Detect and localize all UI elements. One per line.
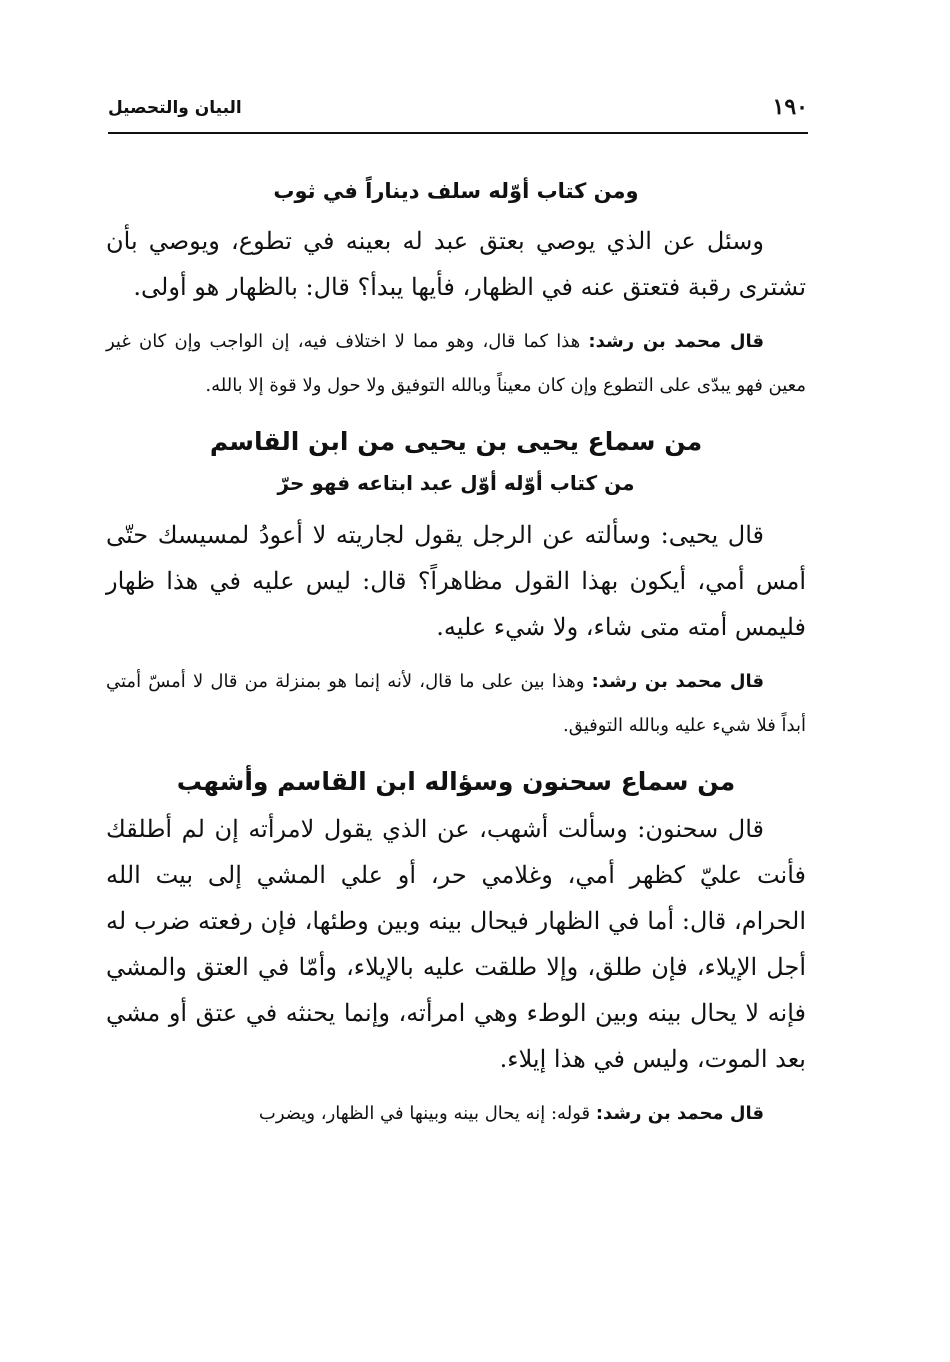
page-content [106, 160, 806, 1144]
page-header [108, 94, 808, 134]
page-number: ١٩٠ [772, 94, 808, 120]
commentary-text: وهذا بين على ما قال، لأنه إنما هو بمنزلة من قال لا أمسّ أمتي أبداً فلا شيء عليه وبالله التوفيق. [106, 671, 806, 736]
commentary-text: هذا كما قال، وهو مما لا اختلاف فيه، إن الواجب وإن كان غير معين فهو يبدّى على التطوع وإن كان معيناً وبالله التوفيق ولا حول ولا قوة إلا بالله. [106, 331, 806, 396]
commentary-speaker: قال محمد بن رشد: [595, 1103, 764, 1124]
running-title: البيان والتحصيل [108, 98, 242, 118]
section-heading: من سماع سحنون وسؤاله ابن القاسم وأشهب [176, 767, 736, 796]
commentary-paragraph [106, 320, 806, 408]
question-paragraph: قال يحيى: وسألته عن الرجل يقول لجاريته لا أعودُ لمسيسك حتّى أمس أمي، أيكون بهذا القول مظاهراً؟ قال: ليس عليه في هذا ظهار فليمس أمته متى شاء، ولا شيء عليه. [106, 521, 806, 641]
section-heading-sub: من كتاب أوّله أوّل عبد ابتاعه فهو حرّ [277, 471, 635, 495]
commentary-paragraph [106, 660, 806, 748]
commentary-speaker: قال محمد بن رشد: [591, 671, 764, 692]
commentary-speaker: قال محمد بن رشد: [588, 331, 765, 352]
section-heading-main: من سماع يحيى بن يحيى من ابن القاسم [209, 427, 703, 456]
commentary-paragraph [106, 1092, 806, 1136]
question-paragraph: قال سحنون: وسألت أشهب، عن الذي يقول لامرأته إن لم أطلقك فأنت عليّ كظهر أمي، وغلامي حر، أو علي المشي إلى بيت الله الحرام، قال: أما في الظهار فيحال بينه وبين وطئها، فإن رفعته ضرب له أجل الإيلاء، فإن طلق، وإلا طلقت عليه بالإيلاء، وأمّا في العتق والمشي فإنه لا يحال بينه وبين الوطء وهي امرأته، وإنما يحنثه في عتق أو مشي بعد الموت، وليس في هذا إيلاء. [106, 815, 806, 1073]
commentary-text: قوله: إنه يحال بينه وبينها في الظهار، ويضرب [258, 1103, 596, 1124]
section-heading: ومن كتاب أوّله سلف ديناراً في ثوب [273, 179, 639, 203]
question-paragraph: وسئل عن الذي يوصي بعتق عبد له بعينه في تطوع، ويوصي بأن تشترى رقبة فتعتق عنه في الظهار، فأيها يبدأ؟ قال: بالظهار هو أولى. [106, 227, 806, 301]
